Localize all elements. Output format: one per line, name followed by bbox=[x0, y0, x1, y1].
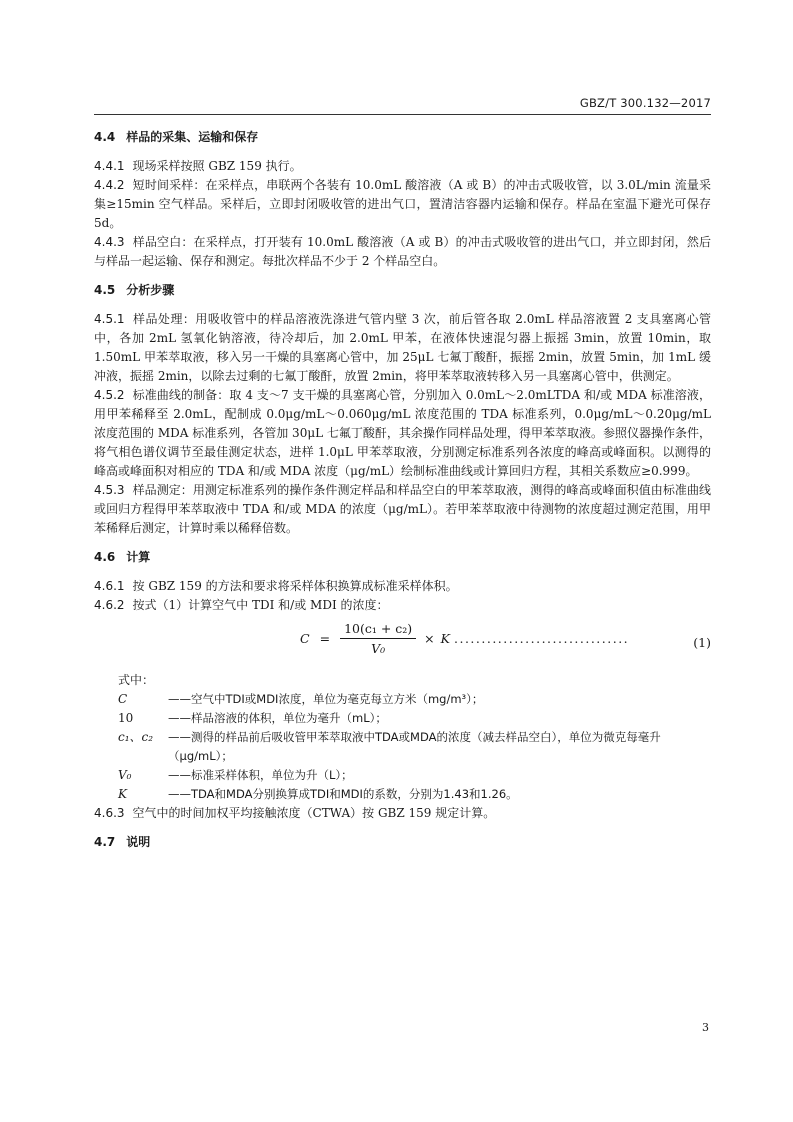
clause-text: 样品处理：用吸收管中的样品溶液洗涤进气管内壁 3 次，前后管各取 2.0mL 样品溶液置 2 支具塞离心管中，各加 2mL 氢氧化钠溶液，待冷却后，加 2.0mL 甲苯，在液体快速混匀器上振摇 3min，放置 10min，取 1.50mL 甲苯萃取液，移入另一干燥的具塞离心管中，加 25μL 七氟丁酸酐，振摇 2min，放置 5min，加 1mL 缓冲液，振摇 2min，以除去过剩的七氟丁酸酐，放置 2min，将甲苯萃取液转移入另一具塞离心管中，供测定。 bbox=[94, 312, 711, 383]
clause-number: 4.5.2 bbox=[94, 388, 125, 402]
variable-row bbox=[118, 766, 711, 785]
formula-fraction bbox=[340, 621, 416, 656]
page-number: 3 bbox=[702, 1021, 709, 1034]
formula-leader-dots: ................................ bbox=[454, 631, 630, 646]
section-heading-4-4 bbox=[94, 128, 711, 147]
formula-denominator: V₀ bbox=[371, 641, 386, 656]
variable-row bbox=[118, 785, 711, 804]
formula-k: K bbox=[440, 631, 450, 646]
clause-text: 按式（1）计算空气中 TDI 和/或 MDI 的浓度： bbox=[132, 598, 389, 612]
clause-text: 短时间采样：在采样点，串联两个各装有 10.0mL 酸溶液（A 或 B）的冲击式吸收管，以 3.0L/min 流量采集≥15min 空气样品。采样后，立即封闭吸收管的进出气口，置清洁容器内运输和保存。样品在室温下避光可保存 5d。 bbox=[94, 178, 711, 230]
clause-4-6-3 bbox=[94, 804, 711, 823]
section-number: 4.7 bbox=[94, 835, 116, 849]
variable-symbol: c₁、c₂ bbox=[118, 730, 154, 744]
standard-code: GBZ/T 300.132—2017 bbox=[579, 96, 711, 110]
section-heading-4-7 bbox=[94, 833, 711, 852]
clause-text: 样品测定：用测定标准系列的操作条件测定样品和样品空白的甲苯萃取液，测得的峰高或峰面积值由标准曲线或回归方程得甲苯萃取液中 TDA 和/或 MDA 的浓度（μg/mL）。若甲苯萃取液中待测物的浓度超过测定范围，用甲苯稀释后测定，计算时乘以稀释倍数。 bbox=[94, 483, 711, 535]
clause-text: 按 GBZ 159 的方法和要求将采样体积换算成标准采样体积。 bbox=[132, 579, 458, 593]
section-heading-4-6 bbox=[94, 548, 711, 567]
clause-4-4-1 bbox=[94, 157, 711, 176]
variable-description: ——TDA和MDA分别换算成TDI和MDI的系数，分别为1.43和1.26。 bbox=[168, 787, 518, 801]
clause-text: 现场采样按照 GBZ 159 执行。 bbox=[132, 159, 302, 173]
variable-description: ——样品溶液的体积，单位为毫升（mL）； bbox=[168, 711, 387, 725]
formula-equals: = bbox=[319, 631, 331, 646]
clause-4-5-2 bbox=[94, 386, 711, 481]
clause-4-4-2 bbox=[94, 176, 711, 233]
clause-number: 4.5.1 bbox=[94, 312, 125, 326]
variable-symbol: K bbox=[118, 787, 127, 801]
formula-times: × bbox=[424, 631, 435, 646]
clause-number: 4.6.3 bbox=[94, 806, 125, 820]
clause-4-5-1 bbox=[94, 310, 711, 386]
clause-text: 标准曲线的制备：取 4 支～7 支干燥的具塞离心管，分别加入 0.0mL～2.0mLTDA 和/或 MDA 标准溶液，用甲苯稀释至 2.0mL，配制成 0.0μg/mL～0.060μg/mL 浓度范围的 TDA 标准系列，0.0μg/mL～0.20μg/mL 浓度范围的 MDA 标准系列，各管加 30μL 七氟丁酸酐，其余操作同样品处理，得甲苯萃取液。参照仪器操作条件，将气相色谱仪调节至最佳测定状态，进样 1.0μL 甲苯萃取液，分别测定标准系列各浓度的峰高或峰面积。以测得的峰高或峰面积对相应的 TDA 和/或 MDA 浓度（μg/mL）绘制标准曲线或计算回归方程，其相关系数应≥0.999。 bbox=[94, 388, 711, 478]
clause-text: 样品空白：在采样点，打开装有 10.0mL 酸溶液（A 或 B）的冲击式吸收管的进出气口，并立即封闭，然后与样品一起运输、保存和测定。每批次样品不少于 2 个样品空白。 bbox=[94, 235, 711, 268]
formula-numerator: 10(c₁ + c₂) bbox=[340, 621, 416, 639]
header-rule bbox=[94, 114, 711, 115]
variable-description: ——测得的样品前后吸收管甲苯萃取液中TDA或MDA的浓度（减去样品空白），单位为微克每毫升（μg/mL）； bbox=[168, 730, 661, 763]
document-body bbox=[94, 128, 711, 862]
clause-number: 4.6.2 bbox=[94, 598, 125, 612]
section-title: 说明 bbox=[126, 835, 151, 849]
clause-number: 4.4.3 bbox=[94, 235, 125, 249]
formula-number: (1) bbox=[693, 635, 711, 650]
clause-number: 4.4.1 bbox=[94, 159, 125, 173]
section-title: 样品的采集、运输和保存 bbox=[126, 130, 259, 144]
variable-symbol: V₀ bbox=[118, 768, 132, 782]
variable-symbol: 10 bbox=[118, 711, 134, 725]
section-number: 4.4 bbox=[94, 130, 116, 144]
section-number: 4.5 bbox=[94, 283, 116, 297]
variable-row bbox=[118, 728, 711, 766]
section-number: 4.6 bbox=[94, 550, 116, 564]
variable-description: ——空气中TDI或MDI浓度，单位为毫克每立方米（mg/m³）； bbox=[168, 692, 484, 706]
formula-lhs: C bbox=[300, 631, 310, 646]
variable-symbol: C bbox=[118, 692, 128, 706]
variable-row bbox=[118, 690, 711, 709]
formula-1 bbox=[94, 621, 711, 667]
where-label: 式中： bbox=[118, 673, 155, 687]
clause-4-6-2 bbox=[94, 596, 711, 615]
clause-number: 4.6.1 bbox=[94, 579, 125, 593]
clause-4-4-3 bbox=[94, 233, 711, 271]
clause-number: 4.4.2 bbox=[94, 178, 125, 192]
variable-row bbox=[118, 709, 711, 728]
clause-number: 4.5.3 bbox=[94, 483, 125, 497]
section-heading-4-5 bbox=[94, 281, 711, 300]
clause-4-5-3 bbox=[94, 481, 711, 538]
section-title: 分析步骤 bbox=[126, 283, 175, 297]
section-title: 计算 bbox=[126, 550, 151, 564]
clause-4-6-1 bbox=[94, 577, 711, 596]
clause-text: 空气中的时间加权平均接触浓度（CTWA）按 GBZ 159 规定计算。 bbox=[132, 806, 496, 820]
variable-description: ——标准采样体积，单位为升（L）； bbox=[168, 768, 353, 782]
formula-expression bbox=[300, 621, 629, 656]
